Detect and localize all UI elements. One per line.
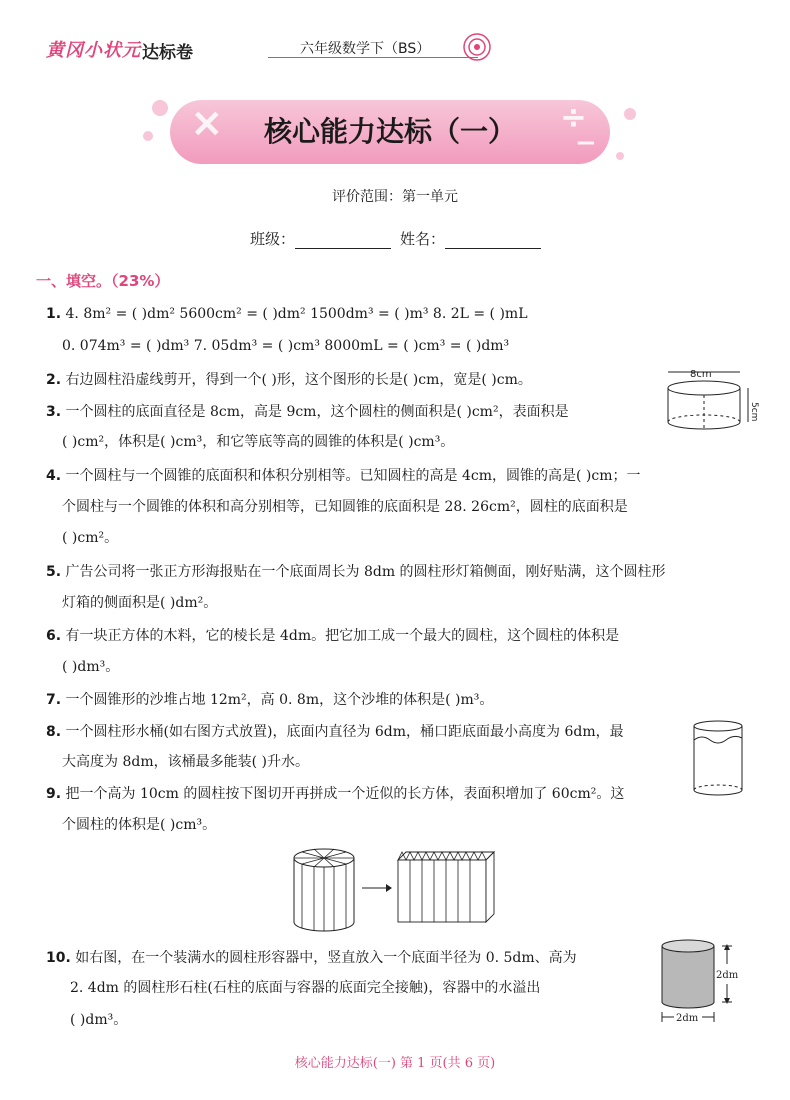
question-9-line-2 [62, 815, 216, 835]
question-10-line-3 [70, 1010, 127, 1030]
question-text: ( )dm³。 [62, 659, 120, 675]
question-5 [46, 562, 666, 582]
header-divider [268, 57, 478, 58]
question-2 [46, 370, 532, 390]
question-text: ( )cm²，体积是( )cm³，和它等底等高的圆锥的体积是( )cm³。 [62, 434, 455, 450]
container-height-label: 2dm [716, 970, 739, 981]
cylinder-figure [660, 366, 760, 436]
question-7 [46, 690, 493, 710]
question-number: 8. [46, 724, 62, 740]
question-number: 3. [46, 404, 62, 420]
question-text: 右边圆柱沿虚线剪开，得到一个( )形，这个图形的长是( )cm，宽是( )cm。 [65, 372, 532, 388]
question-3 [46, 402, 569, 422]
question-text: 一个圆锥形的沙堆占地 12m²，高 0. 8m，这个沙堆的体积是( )m³。 [65, 692, 494, 708]
page-footer: 核心能力达标(一) 第 1 页(共 6 页) [294, 1056, 496, 1071]
question-10-line-2 [70, 978, 540, 998]
class-field[interactable] [250, 228, 391, 249]
evaluation-scope: 评价范围：第一单元 [332, 189, 458, 205]
question-text: 个圆柱与一个圆锥的体积和高分别相等，已知圆锥的底面积是 28. 26cm²，圆柱的底面积是 [62, 499, 628, 515]
question-6 [46, 626, 619, 646]
class-label: 班级： [250, 230, 296, 248]
divide-decoration-icon: ÷ [560, 98, 587, 136]
question-text: 2. 4dm 的圆柱形石柱(石柱的底面与容器的底面完全接触)，容器中的水溢出 [70, 980, 541, 996]
minus-decoration-icon: − [575, 128, 597, 158]
question-text: ( )cm²。 [62, 530, 119, 546]
question-text: 4. 8m² = ( )dm² 5600cm² = ( )dm² 1500dm³ = ( )m³ 8. 2L = ( )mL [65, 306, 528, 322]
question-text: 一个圆柱与一个圆锥的底面积和体积分别相等。已知圆柱的高是 4cm，圆锥的高是( )cm；一 [65, 468, 641, 484]
name-blank[interactable] [445, 234, 541, 249]
question-text: 一个圆柱的底面直径是 8cm，高是 9cm，这个圆柱的侧面积是( )cm²，表面积是 [65, 404, 569, 420]
page-title: 核心能力达标（一） [263, 115, 516, 148]
name-field[interactable] [400, 228, 541, 249]
question-text: 把一个高为 10cm 的圆柱按下图切开再拼成一个近似的长方体，表面积增加了 60cm²。这 [65, 786, 625, 802]
subject-label: 六年级数学下（BS） [300, 41, 431, 57]
question-8 [46, 722, 624, 742]
cylinder-height-label: 5cm [749, 402, 759, 422]
question-4-line-2 [62, 497, 628, 517]
question-3-line-2 [62, 432, 454, 452]
question-4 [46, 466, 640, 486]
question-6-line-2 [62, 657, 119, 677]
spiral-icon [460, 30, 494, 64]
question-8-line-2 [62, 752, 309, 772]
question-5-line-2 [62, 593, 217, 613]
question-number: 5. [46, 564, 62, 580]
container-width-label: 2dm [676, 1013, 699, 1024]
cylinder-to-cuboid-figure [290, 840, 500, 940]
question-10 [46, 948, 577, 968]
question-number: 10. [46, 950, 71, 966]
water-container-figure [652, 934, 748, 1026]
tilted-bucket-figure [690, 718, 750, 802]
question-number: 1. [46, 306, 62, 322]
question-1-line-2 [62, 336, 509, 356]
section-heading-fill-blank: 一、填空。（23%） [36, 272, 170, 290]
question-9 [46, 784, 624, 804]
question-text: 一个圆柱形水桶(如右图方式放置)，底面内直径为 6dm，桶口距底面最小高度为 6dm，最 [65, 724, 624, 740]
brand-suffix: 达标卷 [142, 43, 193, 63]
class-blank[interactable] [295, 234, 391, 249]
question-text: 灯箱的侧面积是( )dm²。 [62, 595, 218, 611]
question-number: 6. [46, 628, 62, 644]
question-number: 2. [46, 372, 62, 388]
name-label: 姓名： [400, 230, 446, 248]
multiply-decoration-icon: × [190, 100, 224, 146]
question-text: 有一块正方体的木料，它的棱长是 4dm。把它加工成一个最大的圆柱，这个圆柱的体积是 [65, 628, 620, 644]
question-text: 个圆柱的体积是( )cm³。 [62, 817, 217, 833]
question-text: ( )dm³。 [70, 1012, 128, 1028]
question-text: 广告公司将一张正方形海报贴在一个底面周长为 8dm 的圆柱形灯箱侧面，刚好贴满，这个圆柱形 [65, 564, 666, 580]
question-1 [46, 304, 528, 324]
question-text: 如右图，在一个装满水的圆柱形容器中，竖直放入一个底面半径为 0. 5dm、高为 [75, 950, 577, 966]
cylinder-width-label: 8cm [690, 369, 712, 380]
question-number: 4. [46, 468, 62, 484]
question-number: 9. [46, 786, 62, 802]
brand-logo: 黄冈小状元 [46, 40, 141, 61]
question-text: 大高度为 8dm，该桶最多能装( )升水。 [62, 754, 309, 770]
question-text: 0. 074m³ = ( )dm³ 7. 05dm³ = ( )cm³ 8000mL = ( )cm³ = ( )dm³ [62, 338, 510, 354]
question-4-line-3 [62, 528, 118, 548]
question-number: 7. [46, 692, 62, 708]
